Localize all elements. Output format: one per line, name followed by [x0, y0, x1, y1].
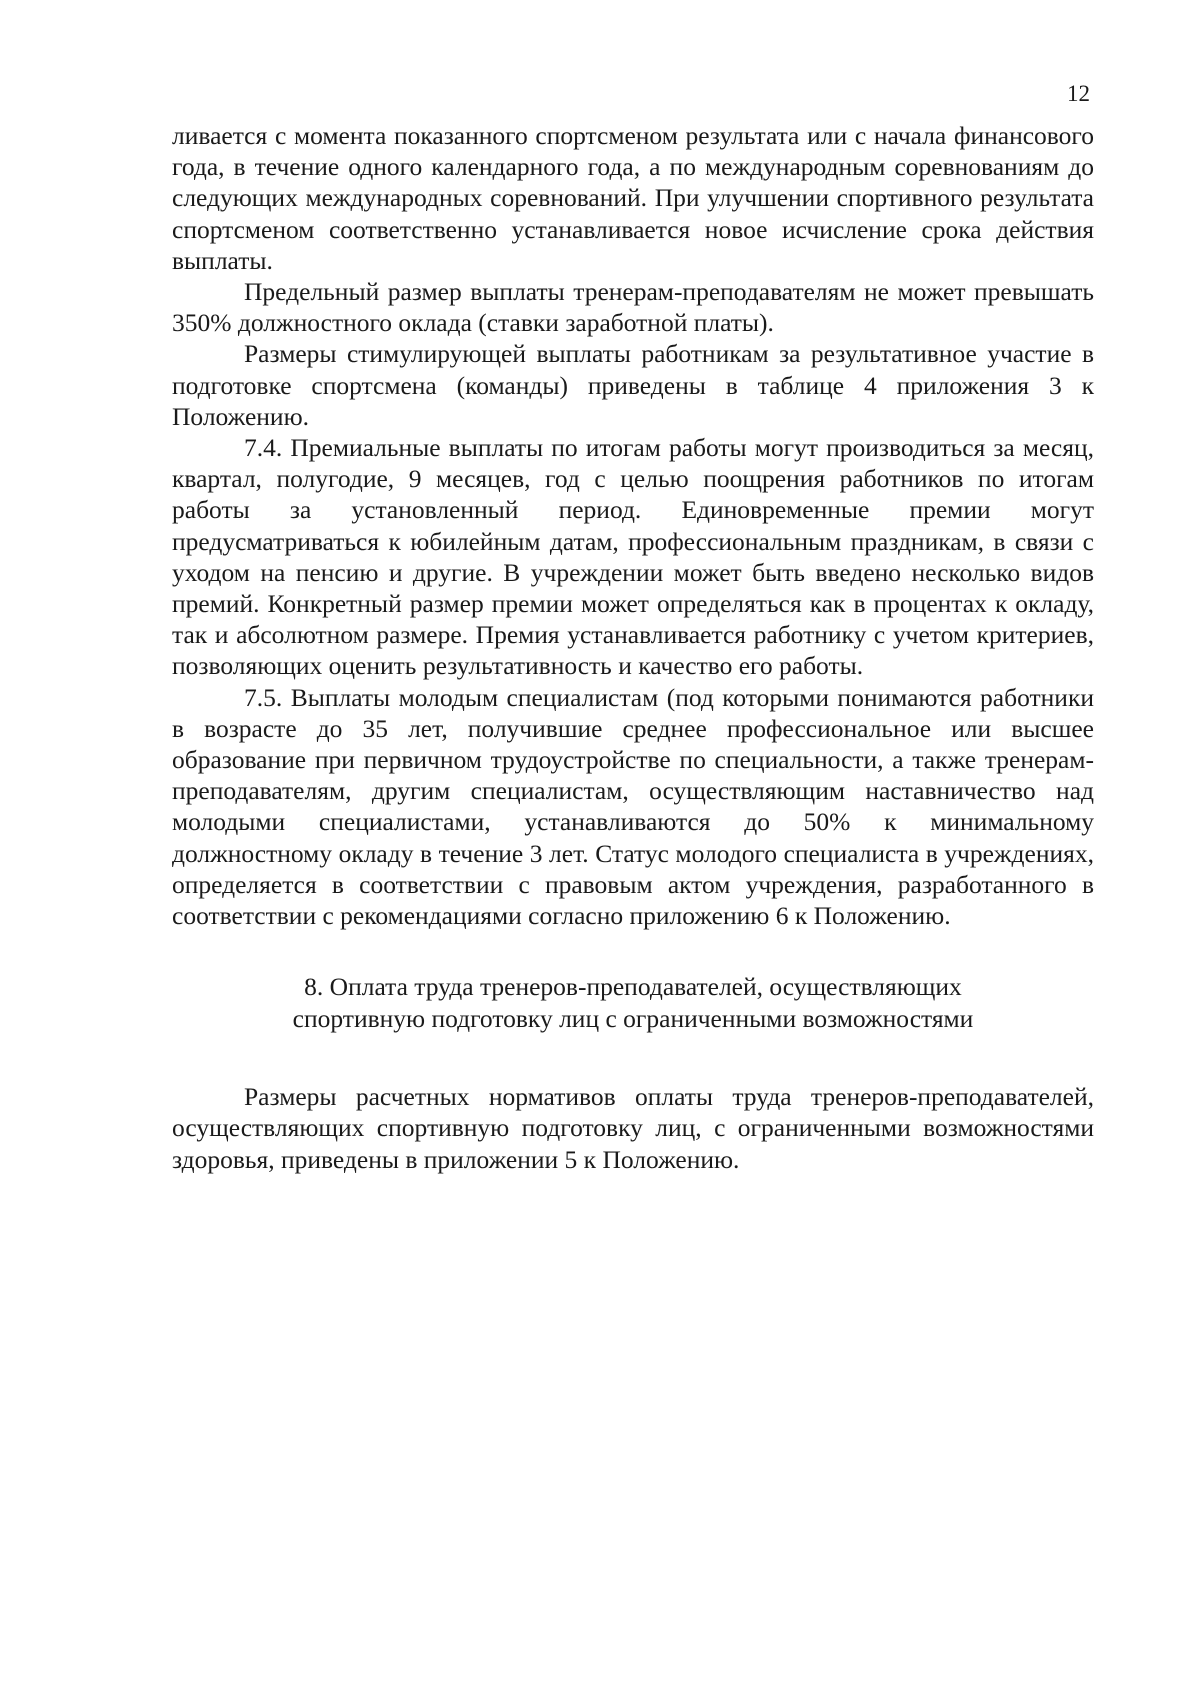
paragraph-continuation: ливается с момента показанного спортсменом результата или с начала финансового года, в течение одного календарного года, а по международным соревнованиям до следующих международных соревнований. При улучшении спортивного результата спортсменом соответственно устанавливается новое исчисление срока действия выплаты. [172, 121, 1094, 275]
paragraph-7-4-bonuses: 7.4. Премиальные выплаты по итогам работы могут производиться за месяц, квартал, полугодие, 9 месяцев, год с целью поощрения работников по итогам работы за установленный период. Единовременные премии могут предусматриваться к юбилейным датам, профессиональным праздникам, в связи с уходом на пенсию и другие. В учреждении может быть введено несколько видов премий. Конкретный размер премии может определяться как в процентах к окладу, так и абсолютном размере. Премия устанавливается работнику с учетом критериев, позволяющих оценить результативность и качество его работы. [172, 433, 1094, 681]
paragraph-incentive-sizes: Размеры стимулирующей выплаты работникам за результативное участие в подготовке спортсмена (команды) приведены в таблице 4 приложения 3 к Положению. [172, 339, 1094, 431]
section-8-heading-line-1: 8. Оплата труда тренеров-преподавателей, осуществляющих [304, 972, 962, 1002]
page-content [172, 120, 1094, 1175]
paragraph-payment-limit: Предельный размер выплаты тренерам-преподавателям не может превышать 350% должностного оклада (ставки заработной платы). [172, 277, 1094, 338]
paragraph-section-8: Размеры расчетных нормативов оплаты труда тренеров-преподавателей, осуществляющих спортивную подготовку лиц, с ограниченными возможностями здоровья, приведены в приложении 5 к Положению. [172, 1082, 1094, 1174]
section-8-heading-line-2: спортивную подготовку лиц с ограниченными возможностями [292, 1004, 974, 1034]
page-number: 12 [1067, 81, 1090, 106]
section-8-heading [172, 971, 1094, 1035]
paragraph-7-5-young-specialists: 7.5. Выплаты молодым специалистам (под которыми понимаются работники в возрасте до 35 лет, получившие среднее профессиональное или высшее образование при первичном трудоустройстве по специальности, а также тренерам-преподавателям, другим специалистам, осуществляющим наставничество над молодыми специалистами, устанавливаются до 50% к минимальному должностному окладу в течение 3 лет. Статус молодого специалиста в учреждениях, определяется в соответствии с правовым актом учреждения, разработанного в соответствии с рекомендациями согласно приложению 6 к Положению. [172, 682, 1094, 931]
